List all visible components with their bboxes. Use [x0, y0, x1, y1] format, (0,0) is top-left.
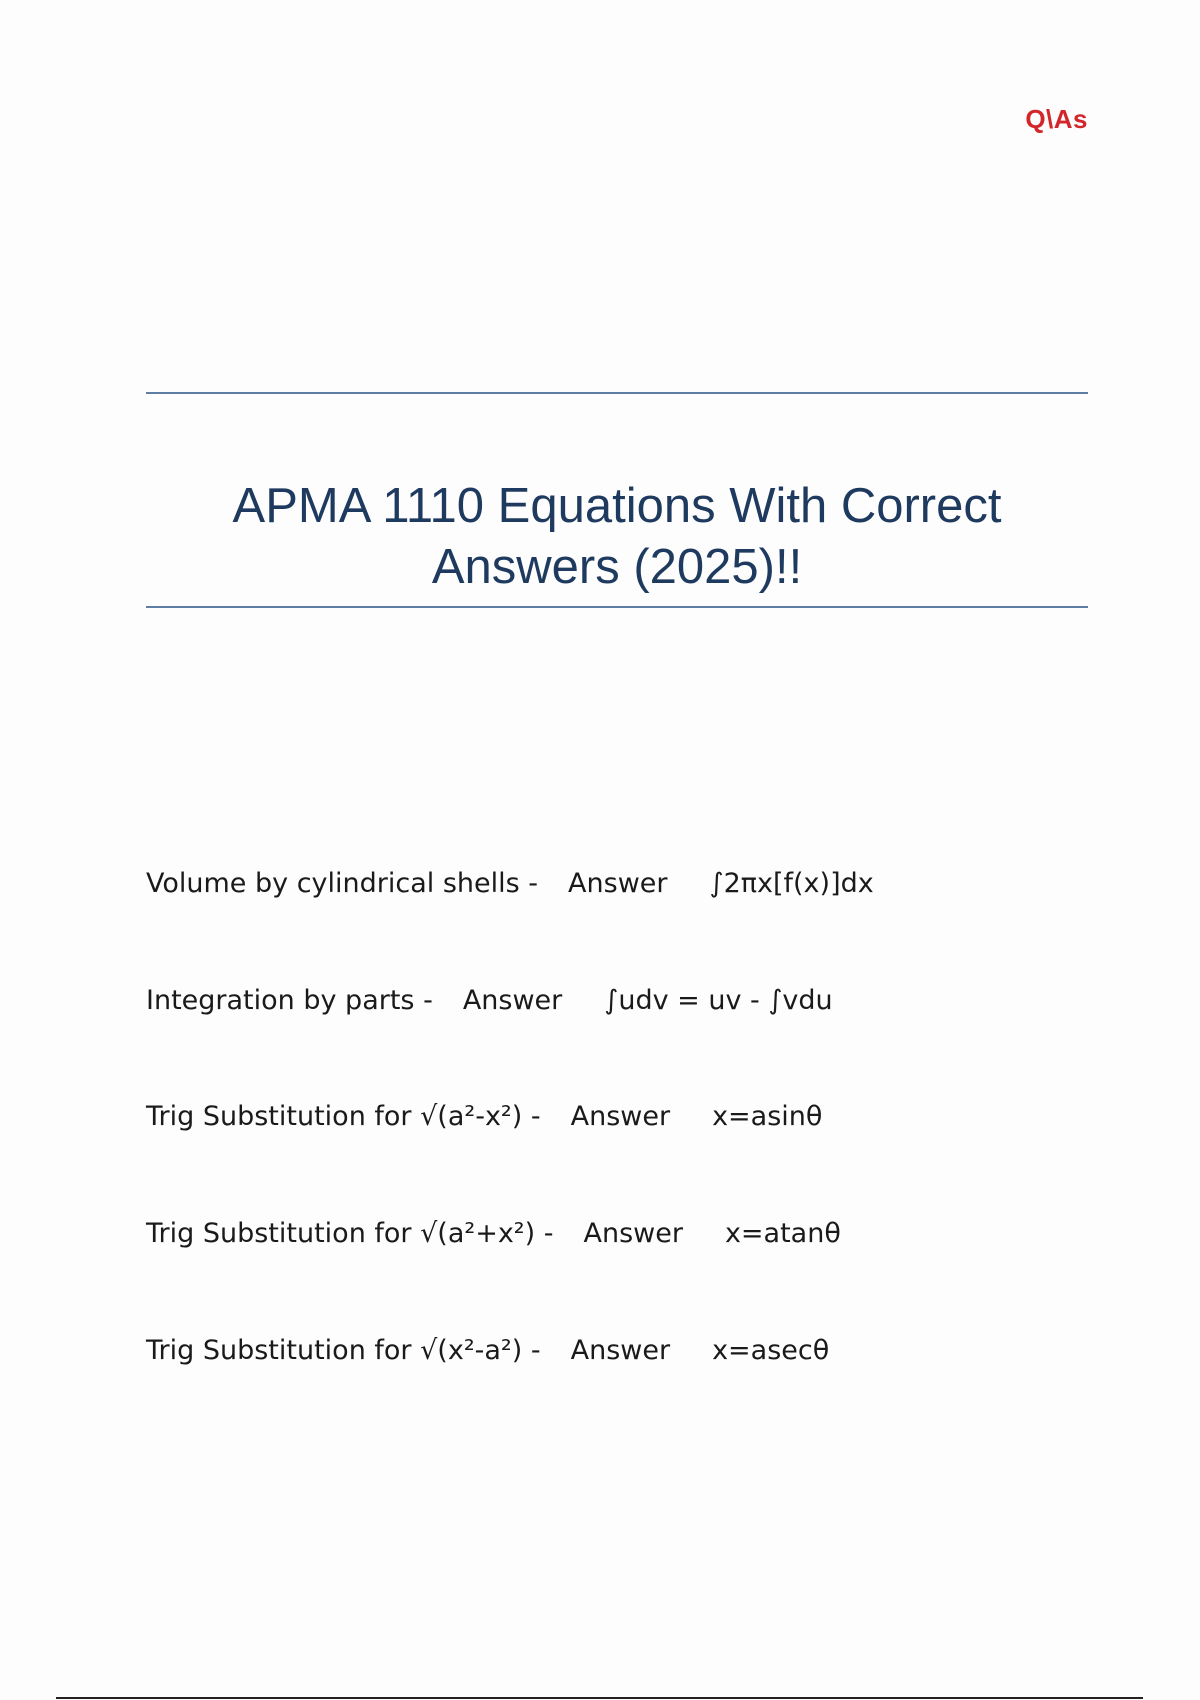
qa-question: Trig Substitution for √(a²-x²) - [146, 1101, 541, 1132]
qa-answer-label: Answer [568, 868, 668, 899]
qa-answer-label: Answer [462, 985, 563, 1016]
qa-question: Trig Substitution for √(x²-a²) - [146, 1335, 541, 1366]
qa-list [146, 862, 1088, 1446]
qa-question: Trig Substitution for √(a²+x²) - [146, 1218, 554, 1249]
qa-question: Volume by cylindrical shells - [146, 868, 539, 899]
footer-rule [56, 1697, 1143, 1699]
qa-answer-label: Answer [583, 1218, 683, 1249]
header-tag: Q\As [1025, 104, 1088, 134]
title-bottom-rule [146, 606, 1088, 608]
qa-item [146, 1329, 1088, 1446]
qa-answer: x=asinθ [712, 1101, 823, 1132]
qa-answer: ∫udv = uv - ∫vdu [604, 985, 833, 1016]
qa-question: Integration by parts - [146, 985, 433, 1016]
qa-answer: ∫2πx[f(x)]dx [709, 868, 874, 899]
qa-answer-label: Answer [570, 1101, 671, 1132]
title-top-rule [146, 392, 1088, 394]
qa-item [146, 979, 1088, 1095]
qa-answer: x=asecθ [712, 1335, 830, 1366]
qa-answer: x=atanθ [724, 1218, 841, 1249]
qa-item [146, 1095, 1088, 1212]
qa-item [146, 1212, 1088, 1329]
qa-item [146, 862, 1088, 979]
qa-answer-label: Answer [570, 1335, 671, 1366]
document-title: APMA 1110 Equations With Correct Answers (2025)!! [232, 479, 1002, 594]
